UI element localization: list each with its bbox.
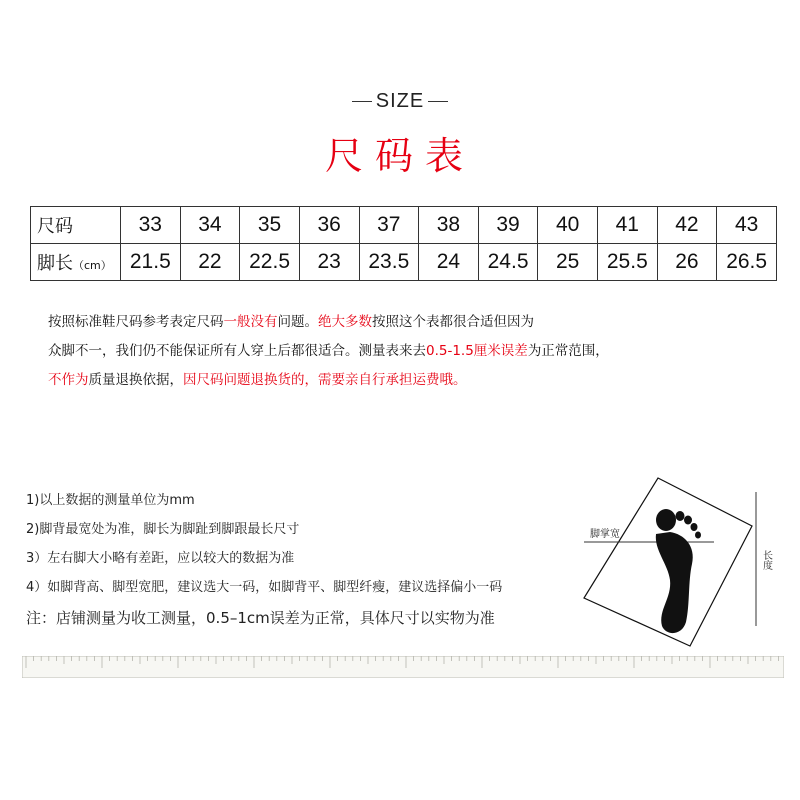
ruler-body [22,656,784,678]
length-cell: 26.5 [717,244,777,281]
note-text: 问题。 [277,314,318,330]
heading-dash-right [428,101,448,102]
ruler-strip [22,656,784,678]
length-cell: 24 [419,244,479,281]
length-cell: 26 [657,244,717,281]
note-text: 众脚不一，我们仍不能保证所有人穿上后都很适合。测量表来去 [48,343,426,359]
note-line-3 [48,366,768,395]
measure-item: 1)以上数据的测量单位为mm [26,493,195,508]
size-cell: 35 [240,207,300,244]
measure-item: 4）如脚背高、脚型宽肥，建议选大一码，如脚背平、脚型纤瘦，建议选择偏小一码 [26,580,503,595]
note-line-2 [48,337,768,366]
footprint-icon [656,509,701,633]
note-text: 为正常范围， [527,343,609,359]
length-row-label [31,244,121,281]
size-row [31,207,777,244]
note-highlight: 一般没有 [223,314,278,330]
size-label: SIZE [375,90,425,112]
length-row [31,244,777,281]
size-heading [0,90,800,113]
size-cell: 39 [478,207,538,244]
length-cell: 25.5 [598,244,658,281]
note-highlight: 绝大多数 [318,314,372,330]
size-row-label: 尺码 [31,207,121,244]
size-cell: 38 [419,207,479,244]
length-cell: 21.5 [121,244,181,281]
size-cell: 33 [121,207,181,244]
note-line-1 [48,308,768,337]
measure-item: 2)脚背最宽处为准，脚长为脚趾到脚跟最长尺寸 [26,522,300,537]
measure-item: 3）左右脚大小略有差距，应以较大的数据为准 [26,551,295,566]
size-cell: 42 [657,207,717,244]
note-highlight: 不作为 [48,372,89,388]
note-text: 按照标准鞋尺码参考表定尺码 [48,314,224,330]
length-unit: （cm） [73,259,112,272]
length-cell: 23.5 [359,244,419,281]
length-cell: 22.5 [240,244,300,281]
width-label: 脚掌宽 [590,529,620,540]
size-cell: 41 [598,207,658,244]
size-cell: 36 [299,207,359,244]
measure-instructions [26,486,606,633]
size-cell: 34 [180,207,240,244]
page-title: 尺码表 [324,134,475,178]
measure-note: 注：店铺测量为收工测量，0.5–1cm误差为正常，具体尺寸以实物为准 [26,609,495,627]
length-label-vertical: 长度 [760,550,772,570]
size-table [30,206,777,281]
foot-measure-diagram [574,470,784,660]
heading-dash-left [352,101,372,102]
note-highlight: 0.5-1.5厘米误差 [426,343,528,359]
size-cell: 37 [359,207,419,244]
note-text: 质量退换依据， [88,372,183,388]
length-label: 脚长 [37,253,73,274]
note-text: 按照这个表都很合适但因为 [372,314,534,330]
size-note [48,308,768,395]
length-cell: 23 [299,244,359,281]
length-cell: 22 [180,244,240,281]
length-cell: 25 [538,244,598,281]
size-cell: 40 [538,207,598,244]
size-cell: 43 [717,207,777,244]
length-cell: 24.5 [478,244,538,281]
note-highlight: 因尺码问题退换货的，需要亲自行承担运费哦。 [183,372,467,388]
